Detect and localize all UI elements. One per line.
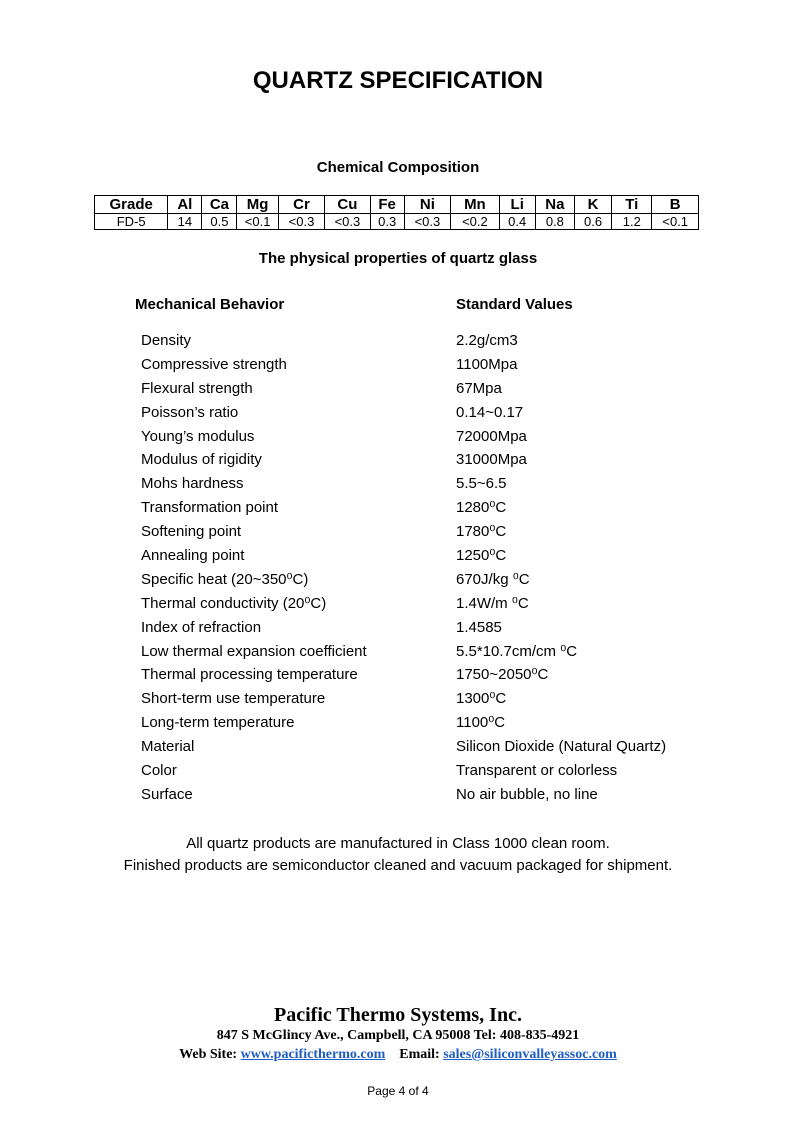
property-value: 1100⁰C (456, 714, 506, 732)
header-fe: Fe (370, 196, 404, 214)
header-grade: Grade (95, 196, 168, 214)
property-row (141, 355, 701, 379)
property-name: Transformation point (141, 499, 279, 517)
chemical-composition-heading: Chemical Composition (316, 159, 480, 176)
property-value: 1300⁰C (456, 690, 507, 708)
chemical-data-row (95, 214, 699, 230)
property-name: Material (141, 738, 195, 756)
property-value: Transparent or colorless (456, 762, 618, 780)
property-value: 1.4585 (456, 618, 502, 636)
property-row (141, 427, 701, 451)
email-label: Email: (399, 1047, 440, 1062)
property-name: Flexural strength (141, 379, 253, 397)
property-name: Density (141, 332, 192, 349)
cell-k: 0.6 (575, 214, 612, 230)
property-value: 2.2g/cm3 (456, 332, 518, 349)
property-row (141, 403, 701, 427)
cell-mn: <0.2 (451, 214, 500, 230)
property-row (141, 522, 701, 546)
property-row (141, 761, 701, 785)
property-row (141, 689, 701, 713)
property-name: Long-term temperature (141, 714, 295, 732)
cell-cu: <0.3 (325, 214, 370, 230)
property-name: Thermal processing temperature (141, 666, 358, 684)
property-row (141, 737, 701, 761)
property-row (141, 450, 701, 474)
property-row (141, 665, 701, 689)
header-mn: Mn (451, 196, 500, 214)
property-name: Mohs hardness (141, 475, 244, 493)
properties-list (141, 331, 701, 809)
property-value: Silicon Dioxide (Natural Quartz) (456, 738, 667, 756)
page-title: QUARTZ SPECIFICATION (252, 67, 544, 94)
property-row (141, 331, 701, 355)
property-name: Softening point (141, 523, 242, 541)
packaging-note: Finished products are semiconductor cleaned and vacuum packaged for shipment. (123, 857, 673, 874)
cell-ni: <0.3 (404, 214, 450, 230)
property-name: Specific heat (20~350⁰C) (141, 570, 309, 588)
website-label: Web Site: (179, 1047, 238, 1062)
property-value: 670J/kg ⁰C (456, 570, 530, 588)
property-row (141, 594, 701, 618)
property-row (141, 379, 701, 403)
header-na: Na (535, 196, 574, 214)
header-ca: Ca (202, 196, 237, 214)
company-name: Pacific Thermo Systems, Inc. (274, 1004, 522, 1026)
header-mg: Mg (237, 196, 278, 214)
property-row (141, 785, 701, 809)
email-link[interactable]: sales@siliconvalleyassoc.com (443, 1047, 617, 1062)
property-name: Low thermal expansion coefficient (141, 642, 367, 660)
header-ti: Ti (612, 196, 652, 214)
property-row (141, 570, 701, 594)
standard-values-header: Standard Values (456, 296, 573, 313)
cell-ca: 0.5 (202, 214, 237, 230)
property-value: 5.5~6.5 (456, 475, 507, 493)
property-name: Short-term use temperature (141, 690, 326, 708)
property-name: Compressive strength (141, 355, 287, 373)
property-value: No air bubble, no line (456, 785, 598, 803)
property-name: Index of refraction (141, 618, 262, 636)
cell-na: 0.8 (535, 214, 574, 230)
clean-room-note: All quartz products are manufactured in Class 1000 clean room. (186, 835, 610, 852)
cell-mg: <0.1 (237, 214, 278, 230)
property-value: 1.4W/m ⁰C (456, 594, 529, 612)
header-k: K (575, 196, 612, 214)
website-link[interactable]: www.pacificthermo.com (240, 1047, 386, 1062)
property-name: Young’s modulus (141, 427, 255, 445)
company-address: 847 S McGlincy Ave., Campbell, CA 95008 Tel: 408-835-4921 (216, 1028, 580, 1043)
cell-grade: FD-5 (95, 214, 168, 230)
property-value: 1780⁰C (456, 523, 507, 541)
cell-al: 14 (168, 214, 202, 230)
physical-properties-heading: The physical properties of quartz glass (258, 250, 538, 267)
property-value: 1100Mpa (456, 355, 518, 373)
property-name: Poisson’s ratio (141, 403, 239, 421)
page-number: Page 4 of 4 (367, 1084, 429, 1098)
property-row (141, 474, 701, 498)
property-value: 1750~2050⁰C (456, 666, 549, 684)
web-contact-line (0, 1046, 796, 1064)
cell-ti: 1.2 (612, 214, 652, 230)
property-value: 67Mpa (456, 379, 502, 397)
property-name: Color (141, 762, 177, 780)
property-name: Annealing point (141, 547, 245, 565)
header-cu: Cu (325, 196, 370, 214)
chemical-header-row (95, 196, 699, 214)
property-value: 31000Mpa (456, 451, 527, 469)
property-row (141, 618, 701, 642)
property-value: 1280⁰C (456, 499, 507, 517)
header-al: Al (168, 196, 202, 214)
header-ni: Ni (404, 196, 450, 214)
header-li: Li (499, 196, 535, 214)
property-name: Thermal conductivity (20⁰C) (141, 594, 327, 612)
property-row (141, 498, 701, 522)
mechanical-behavior-header: Mechanical Behavior (135, 296, 285, 313)
property-row (141, 713, 701, 737)
property-value: 0.14~0.17 (456, 403, 524, 421)
property-value: 5.5*10.7cm/cm ⁰C (456, 642, 578, 660)
chemical-composition-table (94, 195, 699, 230)
cell-b: <0.1 (652, 214, 699, 230)
header-cr: Cr (278, 196, 324, 214)
cell-li: 0.4 (499, 214, 535, 230)
property-row (141, 642, 701, 666)
header-b: B (652, 196, 699, 214)
cell-fe: 0.3 (370, 214, 404, 230)
property-name: Modulus of rigidity (141, 451, 262, 469)
property-name: Surface (141, 785, 193, 803)
property-row (141, 546, 701, 570)
property-value: 72000Mpa (456, 427, 527, 445)
cell-cr: <0.3 (278, 214, 324, 230)
property-value: 1250⁰C (456, 547, 507, 565)
